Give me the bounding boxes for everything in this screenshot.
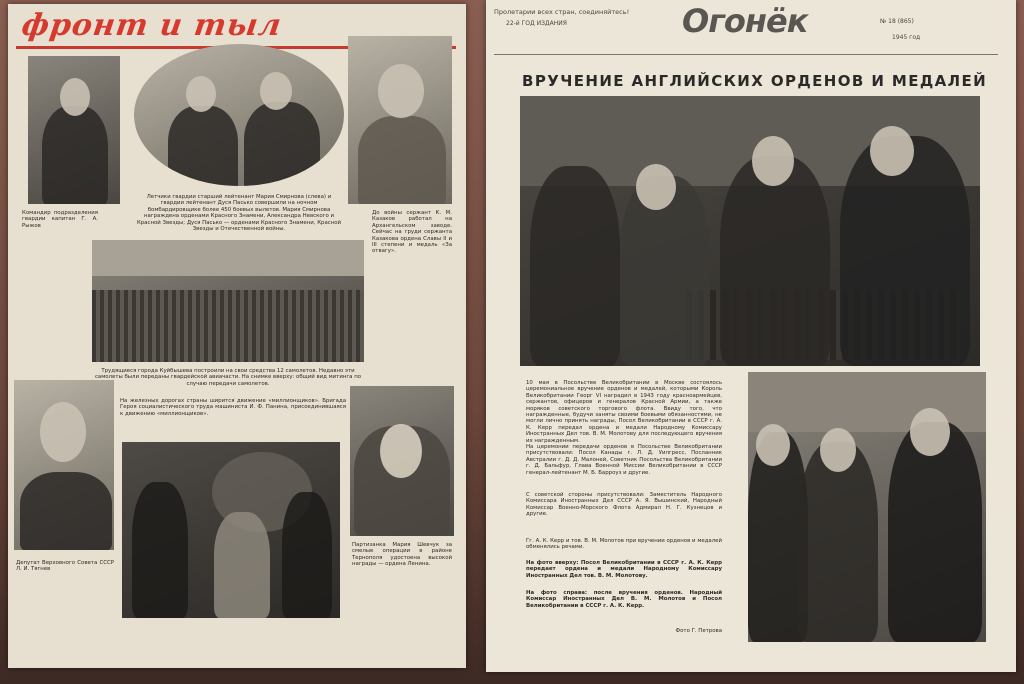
magazine-logo: Огонёк xyxy=(682,2,808,40)
caption-right-photo: На фото справа: после вручения орденов. Народный Комиссар Иностранных Дел В. М. Молотов и Посол Великобритании в СССР г. А. К. Керр. xyxy=(526,590,722,609)
photo-credit: Фото Г. Петрова xyxy=(675,628,722,634)
caption-railway: На железных дорогах страны ширится движение «миллионщиков». Бригада Героя социалистического труда машиниста И. Ф. Панина, присоединившаяся к движению «миллионщиков». xyxy=(120,398,346,417)
article-paragraph-4: Гг. А. К. Керр и тов. В. М. Молотов при вручении орденов и медалей обменялись речами. xyxy=(526,538,722,551)
right-page xyxy=(486,0,1016,672)
photo-sergeant xyxy=(348,36,452,204)
caption-commander: Командир подразделения гвардии капитан Г. А. Рыжов xyxy=(22,210,98,229)
article-paragraph-1: 10 мая в Посольстве Великобритании в Москве состоялось церемониальное вручение орденов и медалей, которыми Король Великобритании Георг VI наградил в 1943 году красноармейцев, сержантов, офицеров и генералов Красной Армии, а также моряков советского торгового флота. Ввиду того, что награжденные, будучи заняты своими боевыми обязанностями, не могли лично принять награды, Посол Великобритании в СССР г. А. К. Керр передал ордена и медали Народному Комиссару Иностранных Дел тов. В. М. Молотову для последующего вручения их награжденным. xyxy=(526,380,722,444)
caption-aircraft: Трудящиеся города Куйбышева построили на свои средства 12 самолетов. Недавно эти самолеты были переданы гвардейской авиачасти. На снимке вверху: общий вид митинга по случаю передачи самолетов. xyxy=(94,368,362,387)
photo-order-handover xyxy=(520,96,980,366)
photo-pilots xyxy=(134,44,344,186)
left-page xyxy=(8,4,466,668)
caption-deputy: Депутат Верховного Совета СССР Л. И. Тягнев xyxy=(16,560,114,573)
masthead-issue: № 18 (865) xyxy=(880,18,914,25)
masthead-date: 1945 год xyxy=(892,34,921,41)
caption-partisan: Партизанка Мария Шевчук за смелые операции в районе Тернополя удостоена высокой награды — ордена Ленина. xyxy=(352,542,452,568)
photo-aircraft-rally xyxy=(92,240,364,362)
masthead-year: 22-й ГОД ИЗДАНИЯ xyxy=(506,20,567,27)
caption-top-photo: На фото вверху: Посол Великобритании в СССР г. А. К. Керр передает ордена и медали Народному Комиссару Иностранных Дел тов. В. М. Молотову. xyxy=(526,560,722,579)
caption-pilots: Летчики гвардии старший лейтенант Мария Смирнова (слева) и гвардии лейтенант Дуся Пасько совершили на ночном бомбардировщике более 450 боевых вылетов. Мария Смирнова награждена орденами Красного Знамени, Александра Невского и Красной Звезды; Дуся Пасько — орденами Красного Знамени, Красной Звезды и Отечественной войны. xyxy=(136,194,342,233)
photo-deputy xyxy=(14,380,114,550)
photo-partisan xyxy=(350,386,454,536)
masthead-rule xyxy=(494,54,998,55)
page-title: фронт и тыл xyxy=(19,8,285,43)
masthead-slogan: Пролетарии всех стран, соединяйтесь! xyxy=(494,8,630,16)
photo-locomotive-brigade xyxy=(122,442,340,618)
caption-sergeant: До войны сержант К. М. Казаков работал на Архангельском заводе. Сейчас на груди сержанта Казакова ордена Славы II и III степени и медаль «За отвагу». xyxy=(372,210,452,255)
article-paragraph-2: На церемонии передачи орденов в Посольстве Великобритании присутствовали: Посол Канады г. Л. Д. Уилгресс, Посланник Австралии г. Д. Д. Малоней, Советник Посольства Великобритании г. Д. Бальфур, Глава Военной Миссии Великобритании в СССР генерал-лейтенант М. Б. Барроуз и другие. xyxy=(526,444,722,476)
photo-after-ceremony xyxy=(748,372,986,642)
photo-commander xyxy=(28,56,120,204)
article-paragraph-3: С советской стороны присутствовали: Заместитель Народного Комиссара Иностранных Дел СССР А. Я. Вышинский, Народный Комиссар Военно-Морского Флота Адмирал Н. Г. Кузнецов и другие. xyxy=(526,492,722,518)
article-headline: ВРУЧЕНИЕ АНГЛИЙСКИХ ОРДЕНОВ И МЕДАЛЕЙ xyxy=(522,72,988,90)
